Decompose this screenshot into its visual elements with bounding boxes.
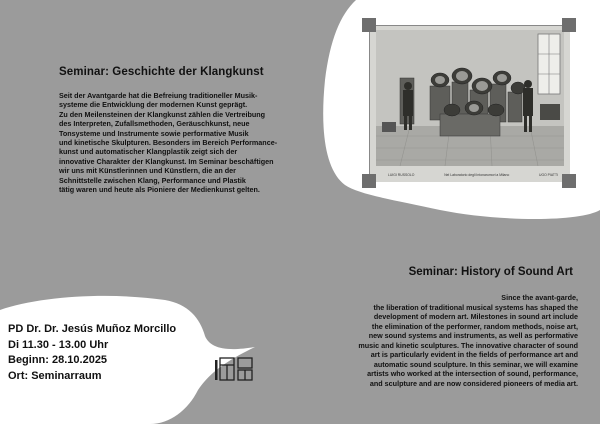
english-title: Seminar: History of Sound Art <box>408 266 573 278</box>
english-line: automatic sound sculpture. In this seminar, we will examine <box>373 359 578 369</box>
german-line: Zu den Meilensteinen der Klangkunst zählen die Vertreibung <box>59 109 266 119</box>
english-line: art is particularly evident in the fields of performance art and <box>370 350 578 359</box>
english-line: the liberation of traditional musical systems has shaped the <box>373 302 578 312</box>
corner-marker-top-right <box>562 18 576 32</box>
german-line: innovative Charakter der Klangkunst. Im Seminar beschäftigen <box>59 156 274 166</box>
english-line: music and kinetic sculptures. The innovative character of sound <box>358 340 578 350</box>
german-line: und kinetische Skulpturen. Besonders im Bereich Performance- <box>59 138 278 148</box>
seminar-location: Ort: Seminarraum <box>8 369 102 382</box>
english-line: artists who worked at the intersection of sound, performance, <box>367 369 578 378</box>
german-line: Seit der Avantgarde hat die Befreiung traditioneller Musik- <box>59 91 258 100</box>
english-line: Since the avant-garde, <box>501 293 578 302</box>
english-body <box>278 293 578 388</box>
corner-marker-bottom-left <box>362 174 376 188</box>
english-line: and sculpture and are now considered pioneers of media art. <box>369 378 578 388</box>
german-line: tätig waren und heute als Pioniere der Medienkunst gelten. <box>59 185 260 195</box>
institute-logo-icon <box>214 356 258 384</box>
german-body <box>59 91 299 194</box>
caption-right: UGO PIATTI <box>539 173 558 177</box>
seminar-time: Di 11.30 - 13.00 Uhr <box>8 338 109 351</box>
historical-photo <box>369 25 569 181</box>
seminar-start: Beginn: 28.10.2025 <box>8 354 108 366</box>
german-line: kunst und automatischer Klangplastik zeigt sich der <box>59 147 238 157</box>
german-line: wir uns mit Künstlerinnen und Künstlern, die an der <box>59 166 236 176</box>
german-line: Tonsysteme und Instrumente sowie performative Musik <box>59 128 249 138</box>
corner-marker-bottom-right <box>562 174 576 188</box>
german-line: des Interpreten, Zufallsmethoden, Geräuschkunst, neue <box>59 119 250 129</box>
english-line: new sound systems and instruments, as well as performative <box>368 331 578 340</box>
caption-center: Nel Laboratorio degli Intonarumori a Milano <box>444 173 510 177</box>
corner-marker-top-left <box>362 18 376 32</box>
german-line: systeme die Entwicklung der modernen Kunst geprägt. <box>59 100 248 110</box>
intonarumori-illustration <box>370 26 570 182</box>
english-line: development of modern art. Milestones in sound art include <box>373 312 578 321</box>
german-line: Schnittstelle zwischen Klang, Performance und Plastik <box>59 175 246 185</box>
seminar-info <box>8 322 176 384</box>
german-title: Seminar: Geschichte der Klangkunst <box>59 66 264 78</box>
english-line: the elimination of the performer, random methods, noise art, <box>371 321 578 331</box>
lecturer-name: PD Dr. Dr. Jesús Muñoz Morcillo <box>8 323 177 335</box>
caption-left: LUIGI RUSSOLO <box>388 173 415 177</box>
photo-caption <box>388 173 558 177</box>
